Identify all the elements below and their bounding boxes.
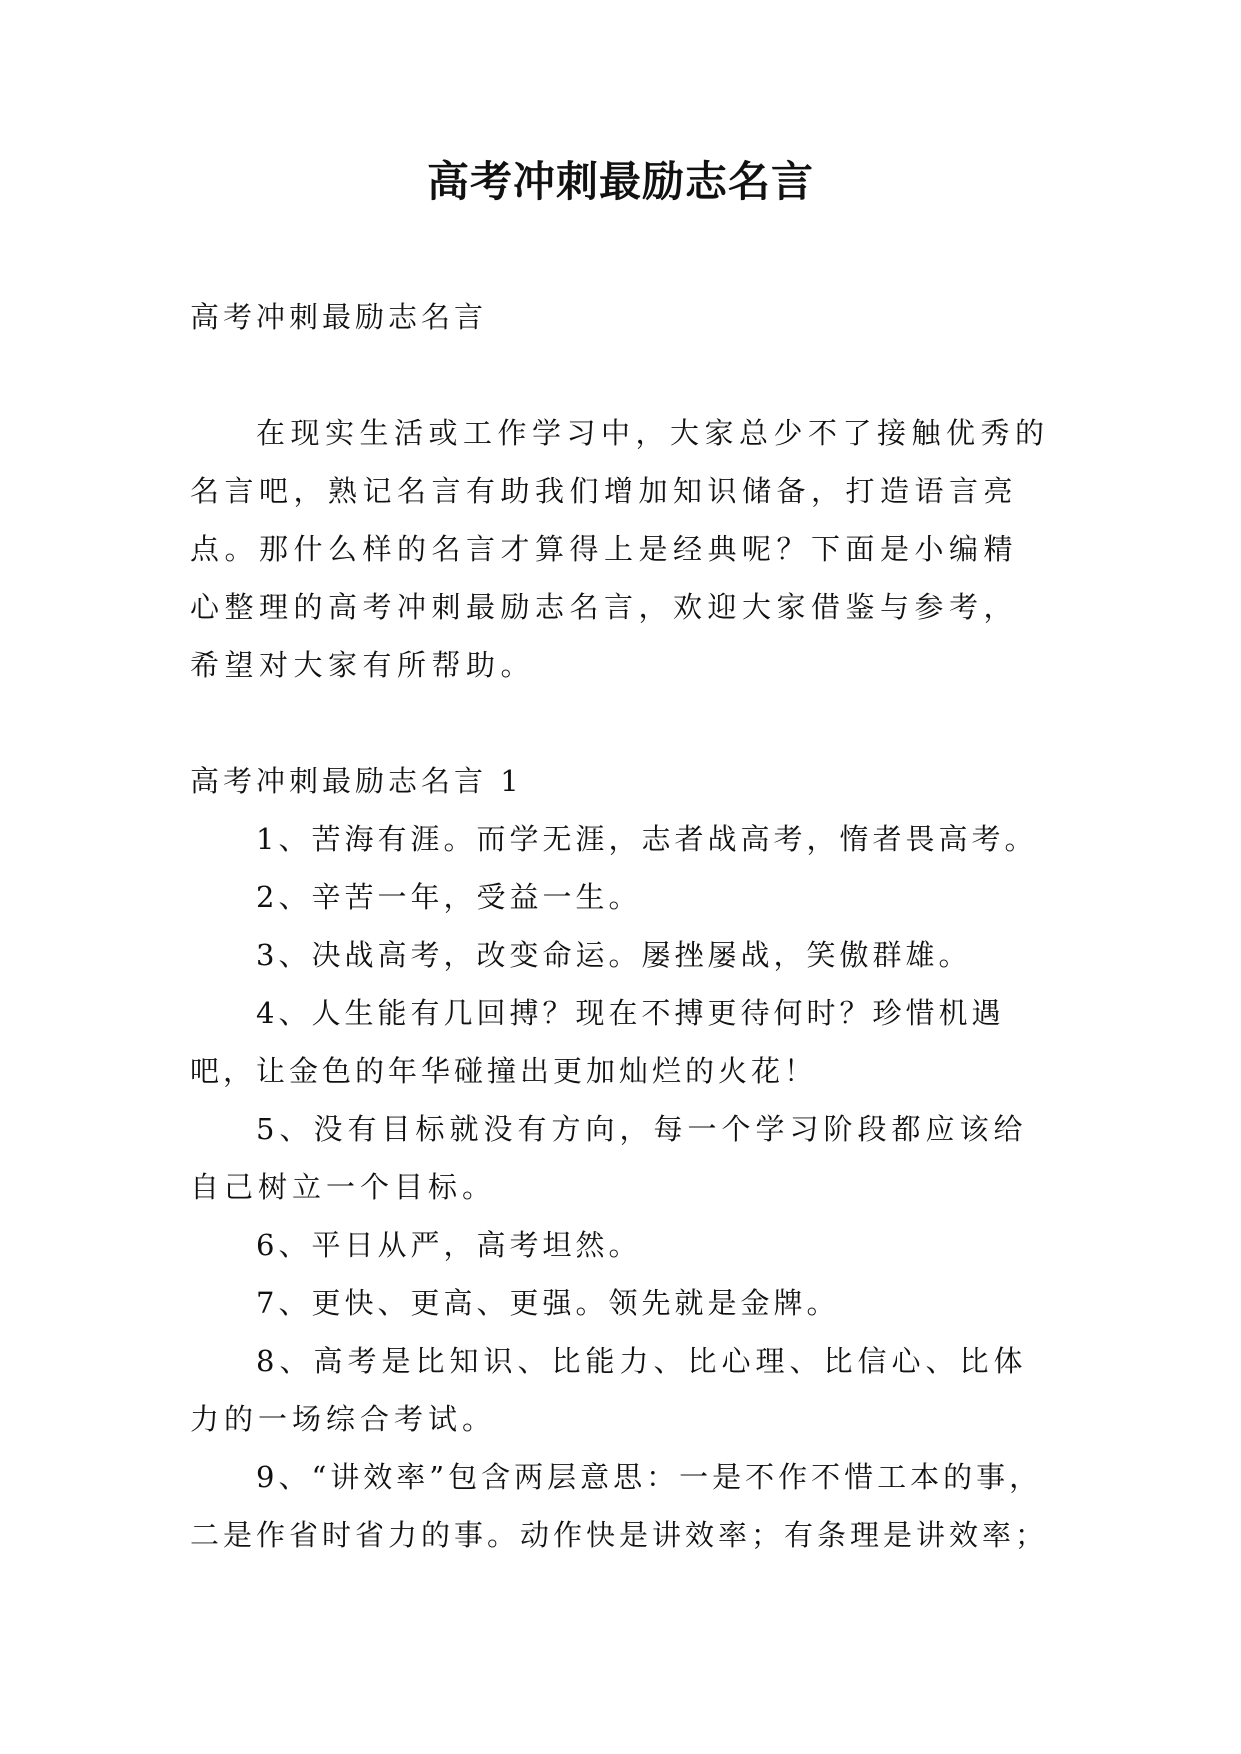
intro-paragraph: 在现实生活或工作学习中，大家总少不了接触优秀的名言吧，熟记名言有助我们增加知识储备，打造语言亮点。那什么样的名言才算得上是经典呢？下面是小编精心整理的高考冲刺最励志名言，欢迎大家借鉴与参考，希望对大家有所帮助。 xyxy=(190,416,1050,682)
quote-item-6: 6、平日从严，高考坦然。 xyxy=(256,1228,642,1262)
quote-item-2: 2、辛苦一年，受益一生。 xyxy=(256,880,642,914)
quote-item-5: 5、没有目标就没有方向，每一个学习阶段都应该给自己树立一个目标。 xyxy=(190,1112,1028,1204)
quote-item-7: 7、更快、更高、更强。领先就是金牌。 xyxy=(256,1286,840,1320)
document-title: 高考冲刺最励志名言 xyxy=(426,157,814,206)
quote-item-3: 3、决战高考，改变命运。屡挫屡战，笑傲群雄。 xyxy=(256,938,972,972)
quote-item-1: 1、苦海有涯。而学无涯，志者战高考，惰者畏高考。 xyxy=(256,822,1038,856)
section-heading: 高考冲刺最励志名言 1 xyxy=(190,764,523,798)
quote-item-8: 8、高考是比知识、比能力、比心理、比信心、比体力的一场综合考试。 xyxy=(190,1344,1028,1436)
quote-item-9: 9、“讲效率”包含两层意思：一是不作不惜工本的事，二是作省时省力的事。动作快是讲效率；有条理是讲效率； xyxy=(190,1460,1049,1552)
quote-item-4: 4、人生能有几回搏？现在不搏更待何时？珍惜机遇吧，让金色的年华碰撞出更加灿烂的火花！ xyxy=(190,996,1005,1088)
quote-list xyxy=(190,810,1050,1564)
document-subtitle: 高考冲刺最励志名言 xyxy=(190,300,488,334)
